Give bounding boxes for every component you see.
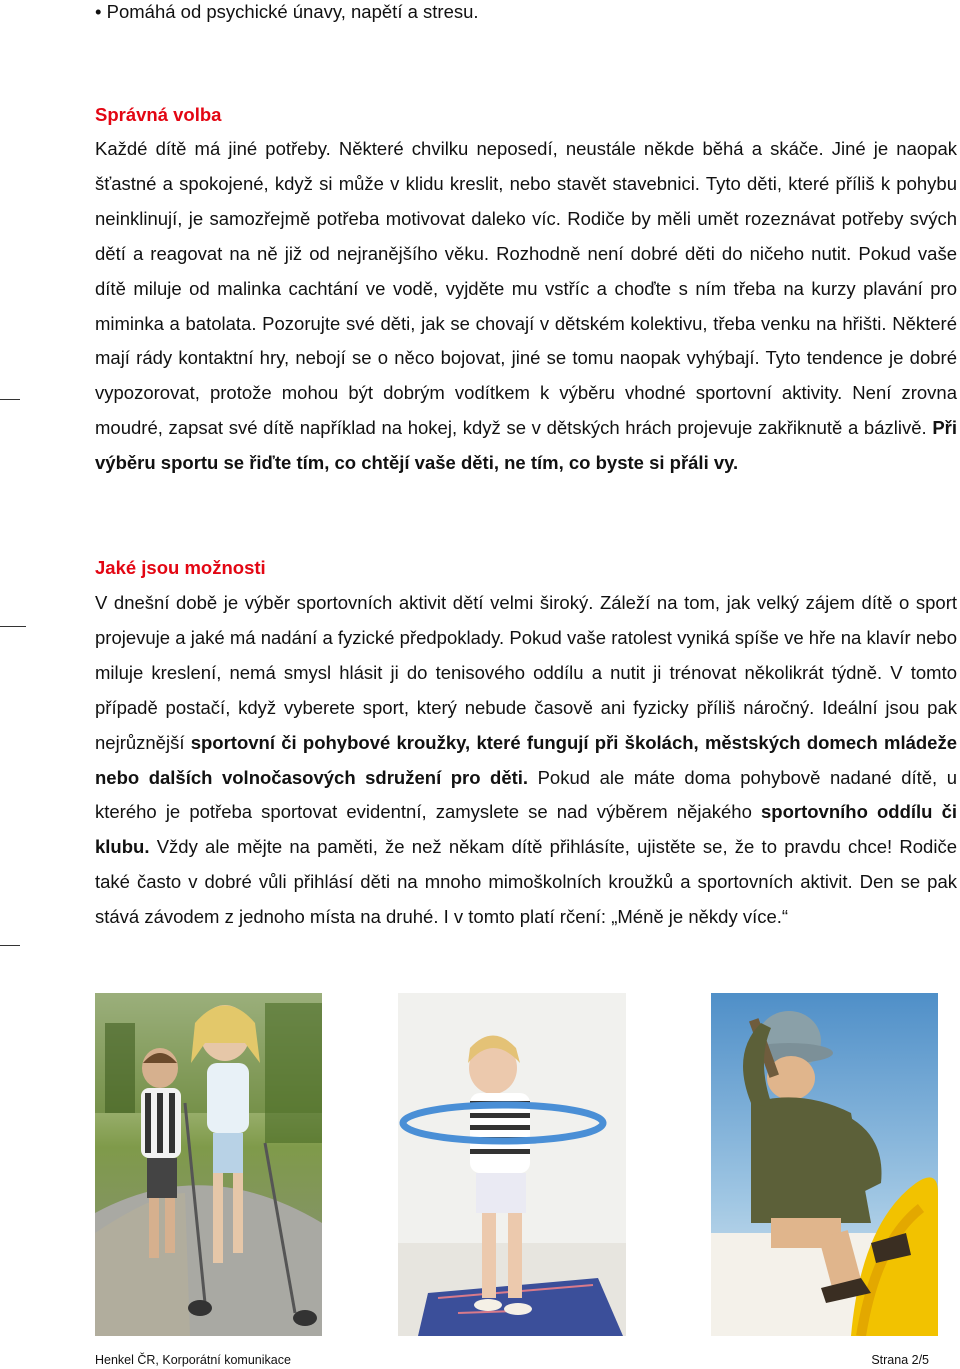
paragraph-text: V dnešní době je výběr sportovních aktivit dětí velmi široký. Záleží na tom, jak velký zájem dítě o sport projevuje a jaké má nadání a fyzické předpoklady. Pokud vaše ratolest vyniká spíše ve hře na klavír nebo miluje kreslení, nemá smysl hlásit ji do tenisového oddílu a nutit ji trénovat několikrát týdně. V tomto případě postačí, když vyberete sport, který nebude časově ani fyzicky příliš náročný. Ideální jsou pak nejrůznější <box>95 592 957 753</box>
paragraph <box>95 132 957 481</box>
margin-mark <box>0 945 20 946</box>
footer-page-number: Strana 2/5 <box>871 1353 929 1367</box>
bullet-item: • Pomáhá od psychické únavy, napětí a stresu. <box>95 1 479 22</box>
paragraph-text: Každé dítě má jiné potřeby. Některé chvilku neposedí, neustále někde běhá a skáče. Jiné je naopak šťastné a spokojené, když si může v klidu kreslit, nebo stavět stavebnici. Tyto děti, které příliš k pohybu neinklinují, je samozřejmě potřeba motivovat daleko víc. Rodiče by měli umět rozeznávat potřeby svých dětí a reagovat na ně již od nejranějšího věku. Rozhodně není dobré děti do ničeho nutit. Pokud vaše dítě miluje od malinka cachtání ve vodě, vyjděte mu vstříc a choďte s ním třeba na kurzy plavání pro miminka a batolata. Pozorujte své děti, jak se chovají v dětském kolektivu, třeba venku na hřišti. Některé mají rády kontaktní hry, nebojí se o něco bojovat, jiné se tomu naopak vyhýbají. Tyto tendence je dobré vypozorovat, protože mohou být dobrým vodítkem k výběru vhodné sportovní aktivity. Není zrovna moudré, zapsat své dítě například na hokej, když se v dětských hrách projevuje zakřiknutě a bázlivě. <box>95 138 957 439</box>
heading-jake-jsou-moznosti: Jaké jsou možnosti <box>95 557 266 578</box>
footer-company: Henkel ČR, Korporátní komunikace <box>95 1353 291 1367</box>
photo-girl-hula-hoop <box>398 993 626 1336</box>
paragraph <box>95 586 957 935</box>
paragraph-bold-text: Při výběru sportu se řiďte tím, co chtějí vaše děti, ne tím, co byste si přáli vy. <box>95 417 957 474</box>
margin-mark <box>0 626 26 627</box>
paragraph-bold-text: sportovního oddílu či klubu. <box>95 801 957 858</box>
photo-row <box>95 993 938 1336</box>
paragraph-bold-text: sportovní či pohybové kroužky, které fungují při školách, městských domech mládeže nebo dalších volnočasových sdružení pro děti. <box>95 731 957 788</box>
margin-mark <box>0 399 20 400</box>
photo-kids-scooters <box>95 993 322 1336</box>
section-moznosti-body <box>95 586 957 935</box>
paragraph-text: Vždy ale mějte na paměti, že než někam dítě přihlásíte, ujistěte se, že to pravdu chce! Rodiče také často v dobré vůli přihlásí děti na mnoho mimoškolních kroužků a sportovních aktivit. Den se pak stává závodem z jednoho místa na druhé. I v tomto platí rčení: „Méně je někdy více.“ <box>95 836 957 928</box>
photo-boy-slide <box>711 993 938 1336</box>
paragraph-text: Pokud ale máte doma pohybově nadané dítě, u kterého je potřeba sportovat evidentní, zamyslete se nad výběrem nějakého <box>95 766 957 823</box>
section-spravna-volba-body <box>95 132 957 481</box>
heading-spravna-volba: Správná volba <box>95 104 222 125</box>
